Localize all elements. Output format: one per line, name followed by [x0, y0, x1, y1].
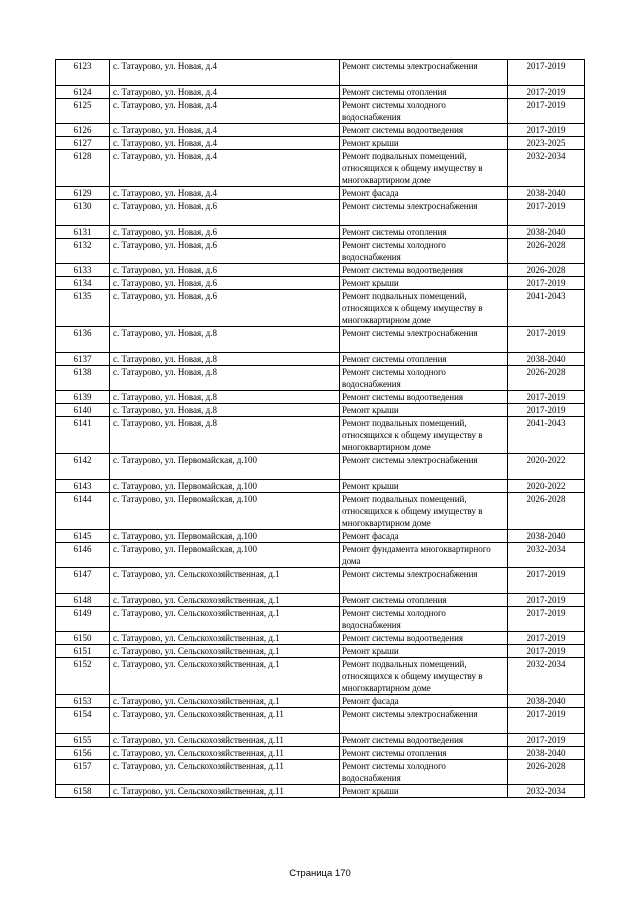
row-number: 6147 [56, 568, 110, 594]
row-address: с. Татаурово, ул. Сельскохозяйственная, д.1 [110, 695, 340, 708]
table-row [56, 137, 585, 150]
row-number: 6129 [56, 187, 110, 200]
row-work-type: Ремонт подвальных помещений, относящихся к общему имуществу в многоквартирном доме [340, 658, 508, 695]
row-number: 6155 [56, 734, 110, 747]
row-work-type: Ремонт системы отопления [340, 226, 508, 239]
row-address: с. Татаурово, ул. Сельскохозяйственная, д.1 [110, 594, 340, 607]
row-address: с. Татаурово, ул. Новая, д.8 [110, 366, 340, 391]
row-number: 6142 [56, 454, 110, 480]
row-work-type: Ремонт фасада [340, 530, 508, 543]
row-address: с. Татаурово, ул. Сельскохозяйственная, д.1 [110, 607, 340, 632]
row-years: 2017-2019 [508, 124, 585, 137]
row-address: с. Татаурово, ул. Сельскохозяйственная, д.1 [110, 658, 340, 695]
page-number: Страница 170 [289, 868, 351, 879]
row-work-type: Ремонт системы холодного водоснабжения [340, 239, 508, 264]
table-row [56, 226, 585, 239]
row-years: 2017-2019 [508, 404, 585, 417]
row-number: 6153 [56, 695, 110, 708]
row-work-type: Ремонт подвальных помещений, относящихся к общему имуществу в многоквартирном доме [340, 150, 508, 187]
row-work-type: Ремонт системы электроснабжения [340, 708, 508, 734]
row-work-type: Ремонт фундамента многоквартирного дома [340, 543, 508, 568]
row-work-type: Ремонт системы холодного водоснабжения [340, 99, 508, 124]
row-address: с. Татаурово, ул. Новая, д.6 [110, 264, 340, 277]
row-number: 6139 [56, 391, 110, 404]
table-body [56, 60, 585, 798]
row-number: 6158 [56, 785, 110, 798]
row-years: 2017-2019 [508, 568, 585, 594]
row-address: с. Татаурово, ул. Сельскохозяйственная, д.11 [110, 747, 340, 760]
row-number: 6124 [56, 86, 110, 99]
table-row [56, 480, 585, 493]
table-row [56, 594, 585, 607]
row-address: с. Татаурово, ул. Новая, д.6 [110, 200, 340, 226]
row-address: с. Татаурово, ул. Новая, д.6 [110, 277, 340, 290]
table-row [56, 239, 585, 264]
row-years: 2041-2043 [508, 417, 585, 454]
table-row [56, 99, 585, 124]
row-address: с. Татаурово, ул. Сельскохозяйственная, д.11 [110, 785, 340, 798]
row-years: 2038-2040 [508, 187, 585, 200]
table-row [56, 187, 585, 200]
row-years: 2017-2019 [508, 607, 585, 632]
row-work-type: Ремонт подвальных помещений, относящихся к общему имуществу в многоквартирном доме [340, 417, 508, 454]
row-years: 2017-2019 [508, 632, 585, 645]
row-work-type: Ремонт системы водоотведения [340, 124, 508, 137]
row-work-type: Ремонт системы электроснабжения [340, 60, 508, 86]
row-number: 6156 [56, 747, 110, 760]
table-row [56, 543, 585, 568]
repair-schedule-table [55, 59, 585, 798]
row-years: 2017-2019 [508, 327, 585, 353]
row-years: 2026-2028 [508, 366, 585, 391]
row-address: с. Татаурово, ул. Новая, д.8 [110, 327, 340, 353]
row-address: с. Татаурово, ул. Первомайская, д.100 [110, 454, 340, 480]
row-years: 2026-2028 [508, 239, 585, 264]
table-row [56, 86, 585, 99]
row-years: 2041-2043 [508, 290, 585, 327]
table-row [56, 404, 585, 417]
row-number: 6144 [56, 493, 110, 530]
row-work-type: Ремонт системы водоотведения [340, 264, 508, 277]
row-number: 6145 [56, 530, 110, 543]
row-address: с. Татаурово, ул. Первомайская, д.100 [110, 543, 340, 568]
row-address: с. Татаурово, ул. Новая, д.4 [110, 60, 340, 86]
table-row [56, 695, 585, 708]
row-address: с. Татаурово, ул. Новая, д.4 [110, 124, 340, 137]
row-address: с. Татаурово, ул. Сельскохозяйственная, д.1 [110, 568, 340, 594]
row-address: с. Татаурово, ул. Новая, д.4 [110, 99, 340, 124]
row-work-type: Ремонт системы электроснабжения [340, 568, 508, 594]
row-work-type: Ремонт крыши [340, 645, 508, 658]
table-row [56, 708, 585, 734]
table-row [56, 530, 585, 543]
table-row [56, 734, 585, 747]
row-years: 2017-2019 [508, 200, 585, 226]
row-number: 6125 [56, 99, 110, 124]
row-years: 2017-2019 [508, 60, 585, 86]
row-years: 2032-2034 [508, 658, 585, 695]
row-number: 6141 [56, 417, 110, 454]
row-number: 6152 [56, 658, 110, 695]
row-years: 2026-2028 [508, 264, 585, 277]
row-years: 2017-2019 [508, 86, 585, 99]
row-work-type: Ремонт системы отопления [340, 747, 508, 760]
row-number: 6136 [56, 327, 110, 353]
table-row [56, 417, 585, 454]
row-years: 2023-2025 [508, 137, 585, 150]
row-address: с. Татаурово, ул. Первомайская, д.100 [110, 493, 340, 530]
row-years: 2038-2040 [508, 226, 585, 239]
row-years: 2017-2019 [508, 594, 585, 607]
row-number: 6138 [56, 366, 110, 391]
row-number: 6135 [56, 290, 110, 327]
row-work-type: Ремонт крыши [340, 137, 508, 150]
row-years: 2038-2040 [508, 695, 585, 708]
row-years: 2032-2034 [508, 785, 585, 798]
row-work-type: Ремонт системы холодного водоснабжения [340, 607, 508, 632]
row-work-type: Ремонт крыши [340, 480, 508, 493]
table-row [56, 290, 585, 327]
row-number: 6143 [56, 480, 110, 493]
table-row [56, 60, 585, 86]
row-address: с. Татаурово, ул. Новая, д.4 [110, 150, 340, 187]
row-address: с. Татаурово, ул. Новая, д.8 [110, 417, 340, 454]
row-number: 6133 [56, 264, 110, 277]
row-number: 6149 [56, 607, 110, 632]
table-row [56, 760, 585, 785]
row-years: 2026-2028 [508, 760, 585, 785]
table-row [56, 124, 585, 137]
row-work-type: Ремонт крыши [340, 277, 508, 290]
table-row [56, 658, 585, 695]
table-row [56, 264, 585, 277]
row-address: с. Татаурово, ул. Сельскохозяйственная, д.11 [110, 708, 340, 734]
row-work-type: Ремонт системы водоотведения [340, 391, 508, 404]
row-number: 6157 [56, 760, 110, 785]
row-number: 6154 [56, 708, 110, 734]
table-row [56, 607, 585, 632]
row-address: с. Татаурово, ул. Новая, д.4 [110, 187, 340, 200]
row-number: 6146 [56, 543, 110, 568]
row-years: 2032-2034 [508, 543, 585, 568]
row-address: с. Татаурово, ул. Сельскохозяйственная, д.11 [110, 734, 340, 747]
row-work-type: Ремонт системы электроснабжения [340, 327, 508, 353]
table-row [56, 747, 585, 760]
row-address: с. Татаурово, ул. Новая, д.8 [110, 391, 340, 404]
row-number: 6148 [56, 594, 110, 607]
row-number: 6127 [56, 137, 110, 150]
row-work-type: Ремонт подвальных помещений, относящихся к общему имуществу в многоквартирном доме [340, 493, 508, 530]
row-number: 6123 [56, 60, 110, 86]
table-row [56, 277, 585, 290]
row-address: с. Татаурово, ул. Новая, д.6 [110, 290, 340, 327]
row-years: 2017-2019 [508, 277, 585, 290]
row-work-type: Ремонт подвальных помещений, относящихся к общему имуществу в многоквартирном доме [340, 290, 508, 327]
row-address: с. Татаурово, ул. Сельскохозяйственная, д.11 [110, 760, 340, 785]
row-number: 6126 [56, 124, 110, 137]
row-years: 2017-2019 [508, 391, 585, 404]
row-work-type: Ремонт крыши [340, 785, 508, 798]
row-work-type: Ремонт системы отопления [340, 594, 508, 607]
row-work-type: Ремонт фасада [340, 695, 508, 708]
row-number: 6140 [56, 404, 110, 417]
row-work-type: Ремонт системы водоотведения [340, 632, 508, 645]
row-years: 2038-2040 [508, 747, 585, 760]
row-work-type: Ремонт фасада [340, 187, 508, 200]
table-row [56, 327, 585, 353]
row-years: 2017-2019 [508, 99, 585, 124]
row-number: 6132 [56, 239, 110, 264]
row-address: с. Татаурово, ул. Новая, д.4 [110, 137, 340, 150]
row-address: с. Татаурово, ул. Первомайская, д.100 [110, 530, 340, 543]
row-address: с. Татаурово, ул. Первомайская, д.100 [110, 480, 340, 493]
table-row [56, 568, 585, 594]
row-number: 6131 [56, 226, 110, 239]
row-work-type: Ремонт системы отопления [340, 86, 508, 99]
row-address: с. Татаурово, ул. Новая, д.8 [110, 404, 340, 417]
table-row [56, 454, 585, 480]
row-address: с. Татаурово, ул. Новая, д.6 [110, 239, 340, 264]
row-years: 2020-2022 [508, 480, 585, 493]
row-years: 2017-2019 [508, 708, 585, 734]
row-years: 2026-2028 [508, 493, 585, 530]
row-number: 6150 [56, 632, 110, 645]
row-years: 2017-2019 [508, 734, 585, 747]
row-years: 2038-2040 [508, 353, 585, 366]
row-work-type: Ремонт системы водоотведения [340, 734, 508, 747]
row-address: с. Татаурово, ул. Сельскохозяйственная, д.1 [110, 632, 340, 645]
table-row [56, 632, 585, 645]
table-row [56, 785, 585, 798]
table-row [56, 150, 585, 187]
row-address: с. Татаурово, ул. Новая, д.6 [110, 226, 340, 239]
row-years: 2017-2019 [508, 645, 585, 658]
table-row [56, 200, 585, 226]
row-work-type: Ремонт системы электроснабжения [340, 454, 508, 480]
row-number: 6134 [56, 277, 110, 290]
table-row [56, 366, 585, 391]
row-address: с. Татаурово, ул. Сельскохозяйственная, д.1 [110, 645, 340, 658]
row-number: 6151 [56, 645, 110, 658]
row-address: с. Татаурово, ул. Новая, д.4 [110, 86, 340, 99]
row-number: 6137 [56, 353, 110, 366]
row-work-type: Ремонт системы отопления [340, 353, 508, 366]
row-years: 2032-2034 [508, 150, 585, 187]
row-work-type: Ремонт системы холодного водоснабжения [340, 366, 508, 391]
table-row [56, 391, 585, 404]
row-years: 2020-2022 [508, 454, 585, 480]
row-years: 2038-2040 [508, 530, 585, 543]
row-address: с. Татаурово, ул. Новая, д.8 [110, 353, 340, 366]
table-row [56, 645, 585, 658]
table-row [56, 493, 585, 530]
row-work-type: Ремонт системы электроснабжения [340, 200, 508, 226]
row-work-type: Ремонт системы холодного водоснабжения [340, 760, 508, 785]
table-row [56, 353, 585, 366]
row-work-type: Ремонт крыши [340, 404, 508, 417]
row-number: 6128 [56, 150, 110, 187]
row-number: 6130 [56, 200, 110, 226]
